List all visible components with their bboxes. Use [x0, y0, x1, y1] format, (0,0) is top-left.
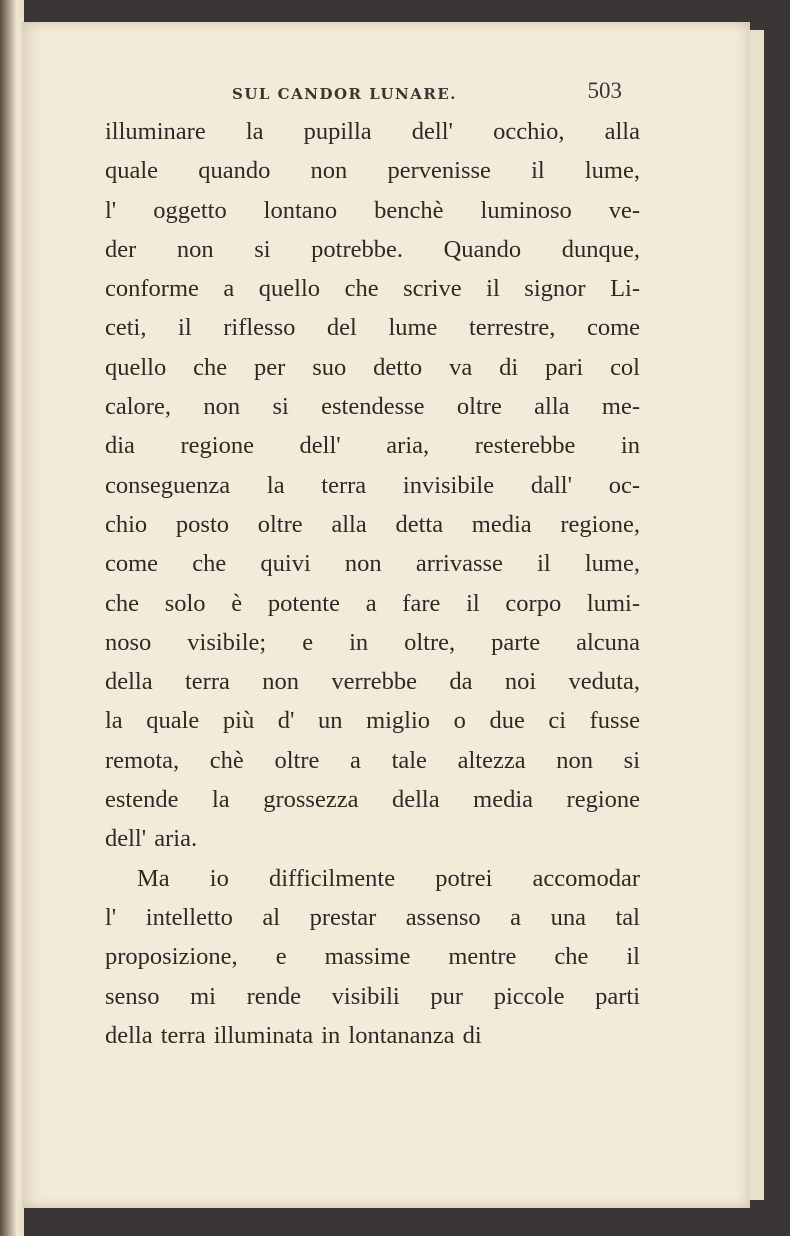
text-line: della terra non verrebbe da noi veduta,: [105, 668, 640, 696]
text-line: dell' aria.: [105, 825, 198, 853]
book-spine: [0, 0, 24, 1236]
text-line: ceti, il riflesso del lume terrestre, come: [105, 314, 640, 342]
text-line: chio posto oltre alla detta media regione,: [105, 510, 640, 538]
text-line: calore, non si estendesse oltre alla me-: [105, 393, 640, 421]
text-line: noso visibile; e in oltre, parte alcuna: [105, 628, 640, 656]
text-line: senso mi rende visibili pur piccole parti: [105, 982, 640, 1010]
text-line: quello che per suo detto va di pari col: [105, 353, 640, 381]
text-line: la quale più d' un miglio o due ci fusse: [105, 707, 640, 735]
page-header: [232, 78, 622, 103]
text-line: l' oggetto lontano benchè luminoso ve-: [105, 196, 640, 224]
running-title: SUL CANDOR LUNARE.: [232, 85, 458, 103]
text-line: della terra illuminata in lontananza di: [105, 1021, 482, 1049]
text-line: come che quivi non arrivasse il lume,: [105, 550, 640, 578]
text-line: illuminare la pupilla dell' occhio, alla: [105, 118, 640, 145]
page-number: 503: [587, 78, 622, 103]
text-line: conforme a quello che scrive il signor Li-: [105, 275, 640, 303]
page-edge: [750, 30, 764, 1200]
text-line: proposizione, e massime mentre che il: [105, 943, 640, 971]
text-line: conseguenza la terra invisibile dall' oc-: [105, 471, 640, 499]
text-line: der non si potrebbe. Quando dunque,: [105, 235, 640, 263]
text-line: estende la grossezza della media regione: [105, 786, 640, 814]
text-line: che solo è potente a fare il corpo lumi-: [105, 589, 640, 617]
text-line: dia regione dell' aria, resterebbe in: [105, 432, 640, 460]
text-line: l' intelletto al prestar assenso a una tal: [105, 903, 640, 931]
text-line: Ma io difficilmente potrei accomodar: [137, 864, 640, 892]
text-line: remota, chè oltre a tale altezza non si: [105, 746, 640, 774]
page-body-text: [105, 112, 640, 1055]
text-line: quale quando non pervenisse il lume,: [105, 157, 640, 185]
